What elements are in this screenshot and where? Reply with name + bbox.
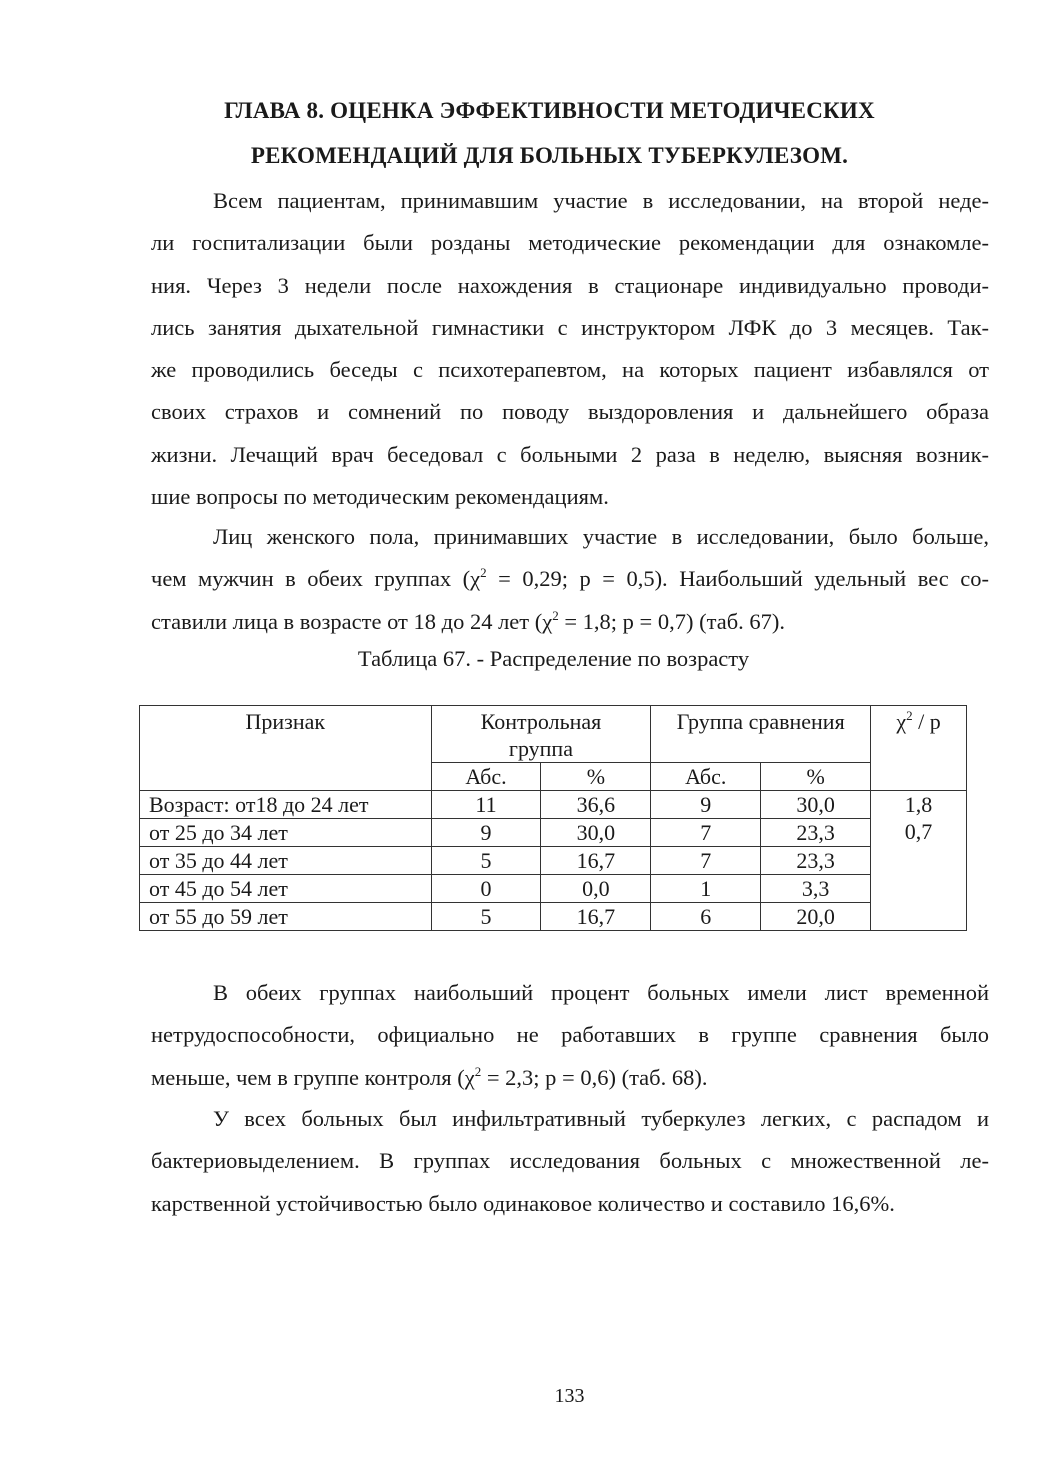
paragraph-line: лись занятия дыхательной гимнастики с инструктором ЛФК до 3 месяцев. Так-	[151, 314, 989, 340]
cell-comparison-abs: 9	[651, 791, 761, 819]
age-distribution-table	[139, 705, 967, 931]
header-feature: Признак	[140, 706, 432, 791]
cell-control-percent: 0,0	[541, 875, 651, 903]
paragraph-line: шие вопросы по методическим рекомендациям.	[151, 484, 609, 510]
cell-control-abs: 9	[431, 819, 541, 847]
cell-comparison-abs: 7	[651, 847, 761, 875]
paragraph-line: Всем пациентам, принимавшим участие в исследовании, на второй неде-	[213, 188, 989, 213]
paragraph-disability	[151, 972, 989, 1099]
cell-comparison-abs: 7	[651, 819, 761, 847]
cell-comparison-percent: 30,0	[761, 791, 871, 819]
cell-control-abs: 5	[431, 903, 541, 931]
cell-comparison-percent: 3,3	[761, 875, 871, 903]
header-control-group: Контрольная группа	[431, 706, 651, 763]
chapter-title-line-1: ГЛАВА 8. ОЦЕНКА ЭФФЕКТИВНОСТИ МЕТОДИЧЕСКИХ	[224, 98, 875, 123]
table-row	[140, 903, 967, 931]
header-percent: %	[761, 763, 871, 791]
cell-control-percent: 30,0	[541, 819, 651, 847]
cell-control-abs: 5	[431, 847, 541, 875]
paragraph-tuberculosis	[151, 1098, 989, 1225]
paragraph-line: Лиц женского пола, принимавших участие в исследовании, было больше,	[213, 524, 989, 549]
cell-chi-p: 1,8 0,7	[871, 791, 967, 931]
header-abs: Абс.	[431, 763, 541, 791]
paragraph-line: же проводились беседы с психотерапевтом, на которых пациент избавлялся от	[151, 357, 989, 383]
paragraph-line: карственной устойчивостью было одинаковое количество и составило 16,6%.	[151, 1190, 895, 1216]
paragraph-line: бактериовыделением. В группах исследования больных с множественной ле-	[151, 1148, 989, 1174]
cell-control-abs: 0	[431, 875, 541, 903]
cell-control-abs: 11	[431, 791, 541, 819]
header-comparison-group: Группа сравнения	[651, 706, 871, 763]
table-row	[140, 819, 967, 847]
paragraph-line: жизни. Лечащий врач беседовал с больными 2 раза в неделю, выясняя возник-	[151, 441, 989, 467]
cell-control-percent: 16,7	[541, 847, 651, 875]
paragraph-line: У всех больных был инфильтративный туберкулез легких, с распадом и	[213, 1106, 989, 1131]
row-label: от 45 до 54 лет	[140, 875, 432, 903]
cell-comparison-abs: 6	[651, 903, 761, 931]
row-label: от 35 до 44 лет	[140, 847, 432, 875]
row-label: от 55 до 59 лет	[140, 903, 432, 931]
header-abs: Абс.	[651, 763, 761, 791]
cell-comparison-abs: 1	[651, 875, 761, 903]
page-number: 133	[554, 1385, 585, 1407]
header-chi-p: $\chi^2$ / р	[871, 706, 967, 791]
paragraph-line: чем мужчин в обеих группах ($\chi^2 = 0,29$; р = 0,5). Наибольший удельный вес со-	[151, 565, 989, 592]
paragraph-line: меньше, чем в группе контроля ($\chi^2 = 2,3$; р = 0,6) (таб. 68).	[151, 1063, 708, 1090]
cell-control-percent: 16,7	[541, 903, 651, 931]
paragraph-line: своих страхов и сомнений по поводу выздоровления и дальнейшего образа	[151, 399, 989, 425]
table-row	[140, 847, 967, 875]
paragraph-line: В обеих группах наибольший процент больных имели лист временной	[213, 980, 989, 1005]
row-label: от 25 до 34 лет	[140, 819, 432, 847]
paragraph-line: нетрудоспособности, официально не работавших в группе сравнения было	[151, 1022, 989, 1048]
table-row	[140, 875, 967, 903]
paragraph-line: ставили лица в возрасте от 18 до 24 лет ($\chi^2 = 1,8$; р = 0,7) (таб. 67).	[151, 607, 786, 634]
table-caption: Таблица 67. - Распределение по возрасту	[357, 646, 750, 671]
chapter-title-line-2: РЕКОМЕНДАЦИЙ ДЛЯ БОЛЬНЫХ ТУБЕРКУЛЕЗОМ.	[250, 143, 849, 168]
cell-control-percent: 36,6	[541, 791, 651, 819]
paragraph-line: ния. Через 3 недели после нахождения в стационаре индивидуально проводи-	[151, 272, 989, 298]
paragraph-gender	[151, 516, 989, 643]
table-header-row	[140, 706, 967, 763]
cell-comparison-percent: 23,3	[761, 847, 871, 875]
cell-comparison-percent: 23,3	[761, 819, 871, 847]
paragraph-intro	[151, 180, 989, 518]
header-percent: %	[541, 763, 651, 791]
table-row	[140, 791, 967, 819]
row-label: Возраст: от18 до 24 лет	[140, 791, 432, 819]
cell-comparison-percent: 20,0	[761, 903, 871, 931]
paragraph-line: ли госпитализации были розданы методические рекомендации для ознакомле-	[151, 230, 989, 256]
